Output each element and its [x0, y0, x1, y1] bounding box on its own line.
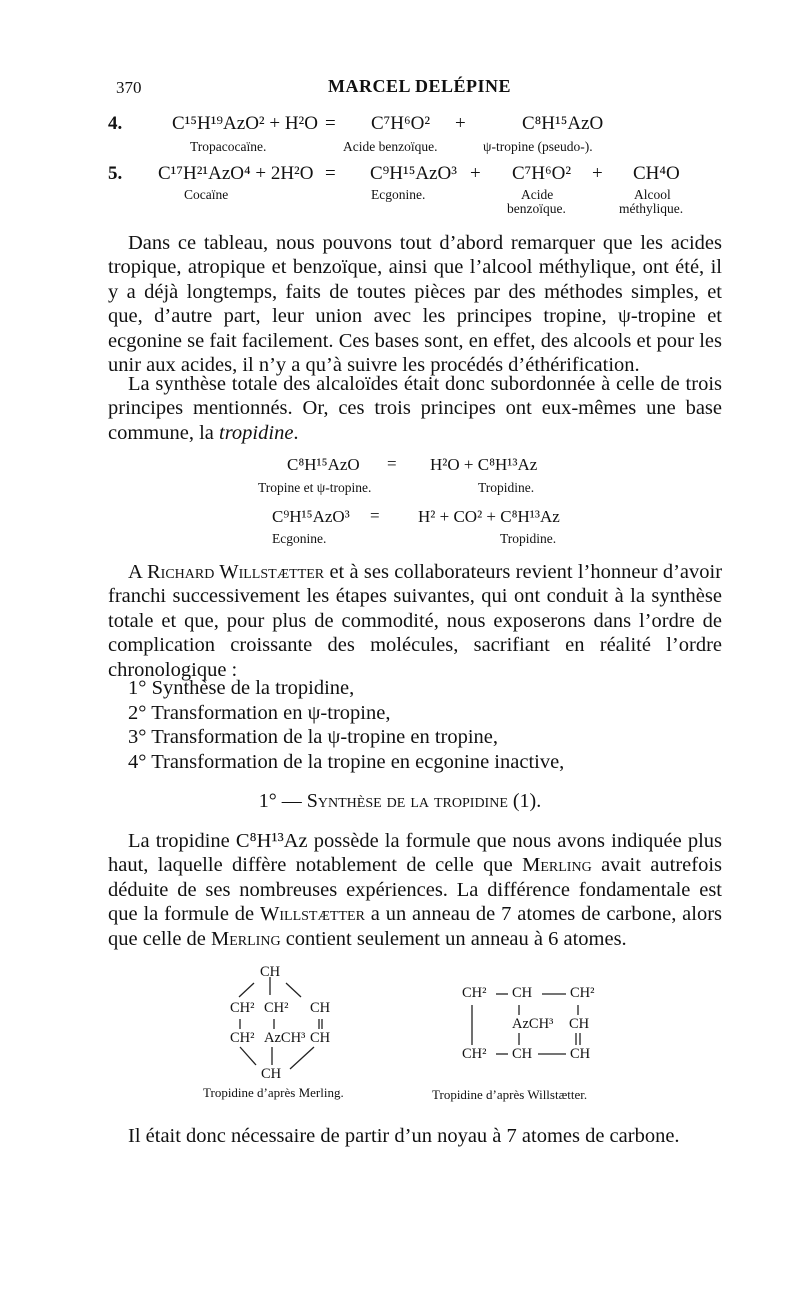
atom-label: CH² — [462, 1046, 487, 1062]
atom-label: CH² — [462, 985, 487, 1001]
reaction-lhs: C¹⁷H²¹AzO⁴ + 2H²O — [158, 163, 314, 184]
compound-label: Ecgonine. — [371, 187, 426, 202]
atom-label: CH — [512, 1046, 533, 1062]
list-item: 1° Synthèse de la tropidine, — [128, 677, 355, 699]
paragraph-a: A — [128, 561, 142, 583]
paragraph-text: a un anneau de 7 atomes de carbone, alors que celle de — [108, 903, 723, 950]
reaction-product: C⁹H¹⁵AzO³ — [370, 163, 457, 184]
compound-label: Tropidine. — [478, 480, 535, 495]
atom-label: CH — [260, 964, 281, 980]
reaction-number: 5. — [108, 163, 123, 184]
equation-lhs: C⁹H¹⁵AzO³ — [272, 507, 350, 526]
paragraph-text: La synthèse totale des alcaloïdes était donc subordonnée à celle de trois principes mentionnés. Or, ces trois principes ont eux-mêmes une base commune, la — [108, 373, 722, 444]
plus-sign: + — [470, 163, 481, 184]
atom-label: CH — [512, 985, 533, 1001]
paragraph: Dans ce tableau, nous pouvons tout d’abord remarquer que les acides tropique, atropique et benzoïque, ainsi que l’alcool méthylique, ont été, il y a déjà longtemps, faits de toutes pièces par des méthodes simples, et que, d’autre part, leur union avec les principes tropine, ψ-tropine et ecgonine se fait facilement. Ces bases sont, en effet, des alcools et pour les unir aux acides, il n’y a qu’à suivre les procédés d’éthérification. — [108, 232, 722, 377]
reaction-lhs: C¹⁵H¹⁹AzO² + H²O — [172, 113, 318, 134]
atom-label: CH — [261, 1066, 282, 1082]
paragraph — [108, 829, 722, 951]
structure-merling — [230, 965, 360, 1083]
steps-list — [128, 676, 564, 774]
reaction-product: C⁷H⁶O² — [512, 163, 572, 184]
paragraph-text: La tropidine C⁸H¹³Az possède la formule que nous avons indiquée plus haut, laquelle diffère notablement de celle que — [108, 830, 722, 877]
author-name: Willstætter — [260, 903, 365, 926]
compound-label: Acide benzoïque. — [343, 139, 438, 154]
compound-label: Alcool — [634, 187, 671, 202]
compound-label: Cocaïne — [184, 187, 229, 202]
italic-term: tropidine — [219, 421, 294, 444]
atom-label: CH — [569, 1016, 590, 1032]
atom-label: AzCH³ — [512, 1016, 554, 1032]
structure-bonds — [230, 965, 360, 1083]
equals-sign: = — [325, 163, 336, 184]
author-name: Richard Willstætter — [146, 561, 325, 583]
list-item: 2° Transformation en ψ-tropine, — [128, 701, 391, 724]
author-name: Merling — [211, 927, 281, 950]
page-number: 370 — [116, 78, 142, 97]
reaction-product: CH⁴O — [633, 163, 680, 184]
atom-label: CH² — [230, 1030, 255, 1046]
structure-willstaetter — [462, 985, 612, 1065]
compound-label: benzoïque. — [507, 201, 566, 216]
reaction-product: C⁸H¹⁵AzO — [522, 113, 604, 134]
section-heading: 1° — Synthèse de la tropidine (1). — [258, 790, 542, 812]
paragraph-end: . — [293, 421, 299, 444]
atom-label: CH² — [264, 1000, 289, 1016]
equals-sign: = — [387, 454, 397, 473]
running-title: MARCEL DELÉPINE — [328, 76, 512, 96]
reaction-product: C⁷H⁶O² — [371, 113, 431, 134]
atom-label: CH — [310, 1000, 331, 1016]
compound-label: Acide — [521, 187, 554, 202]
paragraph-text: et à ses collaborateurs revient l’honneur d’avoir franchi successivement les étapes suivantes, qui ont conduit à la synthèse totale et que, pour plus de commodité, nous exposerons dans l’ordre de complication croissante des molécules, sacrifiant en réalité l’ordre chronologique : — [108, 561, 723, 681]
paragraph — [108, 372, 722, 445]
reaction-number: 4. — [108, 113, 123, 134]
list-item: 3° Transformation de la ψ-tropine en tropine, — [128, 726, 499, 749]
compound-label: Tropacocaïne. — [190, 139, 267, 154]
atom-label: CH — [570, 1046, 591, 1062]
equation-rhs: H²O + C⁸H¹³Az — [430, 455, 538, 474]
paragraph-text: contient seulement un anneau à 6 atomes. — [285, 927, 627, 950]
compound-label: Tropidine. — [500, 531, 557, 546]
plus-sign: + — [455, 113, 466, 134]
compound-label: ψ-tropine (pseudo-). — [483, 139, 593, 154]
figure-caption: Tropidine d’après Merling. — [203, 1085, 344, 1100]
equation-lhs: C⁸H¹⁵AzO — [287, 455, 360, 474]
atom-label: CH² — [570, 985, 595, 1001]
compound-label: méthylique. — [619, 201, 684, 216]
compound-label: Tropine et ψ-tropine. — [258, 480, 372, 495]
paragraph-text: avait autrefois déduite de ses nombreuses expériences. La différence fondamentale est que la formule de — [108, 854, 722, 926]
compound-label: Ecgonine. — [272, 531, 327, 546]
paragraph — [108, 560, 722, 682]
figure-caption: Tropidine d’après Willstætter. — [432, 1087, 588, 1102]
atom-label: CH² — [230, 1000, 255, 1016]
equation-rhs: H² + CO² + C⁸H¹³Az — [418, 507, 560, 526]
author-name: Merling — [522, 854, 592, 877]
equals-sign: = — [325, 113, 336, 134]
atom-label: CH — [310, 1030, 331, 1046]
plus-sign: + — [592, 163, 603, 184]
equals-sign: = — [370, 506, 380, 525]
atom-label: AzCH³ — [264, 1030, 306, 1046]
list-item: 4° Transformation de la tropine en ecgonine inactive, — [128, 750, 565, 773]
paragraph: Il était donc nécessaire de partir d’un noyau à 7 atomes de carbone. — [128, 1125, 680, 1147]
